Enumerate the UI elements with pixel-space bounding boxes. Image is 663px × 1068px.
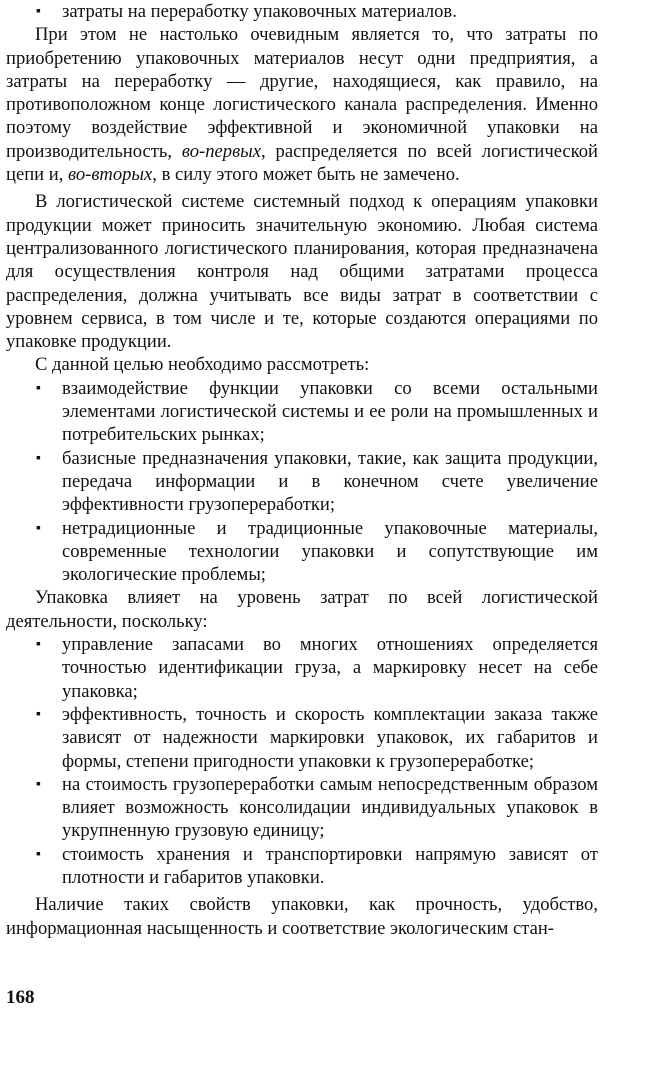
bullet-list [6,377,598,587]
bullet-marker: ▪ [36,776,41,792]
bullet-marker: ▪ [36,706,41,722]
bullet-list [6,633,598,889]
bullet-marker: ▪ [36,450,41,466]
list-item [6,843,598,890]
emphasis-text: во-первых [181,140,261,162]
paragraph: Упаковка влияет на уровень затрат по всей логистической деятельности, поскольку: [6,587,598,632]
paragraph [6,23,598,186]
bullet-marker: ▪ [36,520,41,536]
list-item [6,517,598,587]
bullet-marker: ▪ [36,4,41,19]
list-item-text: нетрадиционные и традиционные упаковочные материалы, современные технологии упаковки и сопутствующие им экологические проблемы; [62,517,598,586]
list-item-text: базисные предназначения упаковки, такие, как защита продукции, передача информации и в конечном счете увеличение эффективности грузопереработки; [62,447,598,516]
list-item-text: взаимодействие функции упаковки со всеми остальными элементами логистической системы и ее роли на промышленных и потребительских рынках; [62,377,598,446]
paragraph-text: , распределяется по всей логистической цепи и, [6,140,598,186]
list-item [6,703,598,773]
list-item [6,447,598,517]
paragraph: Наличие таких свойств упаковки, как прочность, удобство, информационная насыщенность и соответствие экологическим стан- [6,894,598,939]
continued-bullet-list [6,0,598,23]
bullet-marker: ▪ [36,846,41,862]
list-item-text: эффективность, точность и скорость комплектации заказа также зависят от надежности маркировки упаковок, их габаритов и формы, степени пригодности упаковки к грузопереработке; [62,703,598,772]
list-item-text: управление запасами во многих отношениях определяется точностью идентификации груза, а маркировку несет на себе упаковка; [62,634,598,702]
paragraph: С данной целью необходимо рассмотреть: [35,354,370,376]
list-item [6,377,598,447]
emphasis-text: во-вторых [68,164,153,186]
paragraph-text: При этом не настолько очевидным является то, что затраты по приобретению упаковочных материалов несут одни предприятия, а затраты на переработку — другие, находящиеся, как правило, на противоположном конце логистического канала распределения. Именно поэтому воздействие эффективной и экономичной упаковки на производительность, [6,24,598,162]
page-body [6,0,598,940]
bullet-marker: ▪ [36,637,41,653]
paragraph: В логистической системе системный подход к операциям упаковки продукции может приносить значительную экономию. Любая система централизованного логистического планирования, которая предназначена для осуществления контроля над общими затратами процесса распределения, должна учитывать все виды затрат в соответствии с уровнем сервиса, в том числе и те, которые создаются операциями по упаковке продукции. [6,191,598,353]
list-item-text: стоимость хранения и транспортировки напрямую зависят от плотности и габаритов упаковки. [62,843,598,888]
bullet-marker: ▪ [36,380,41,396]
page-number: 168 [6,987,35,1008]
list-item-text: на стоимость грузопереработки самым непосредственным образом влияет возможность консолидации индивидуальных упаковок в укрупненную грузовую единицу; [62,773,598,842]
list-item [6,633,598,703]
list-item [6,0,598,23]
list-item [6,773,598,843]
list-item-text: затраты на переработку упаковочных материалов. [62,1,457,22]
paragraph-text: , в силу этого может быть не замечено. [152,164,460,186]
